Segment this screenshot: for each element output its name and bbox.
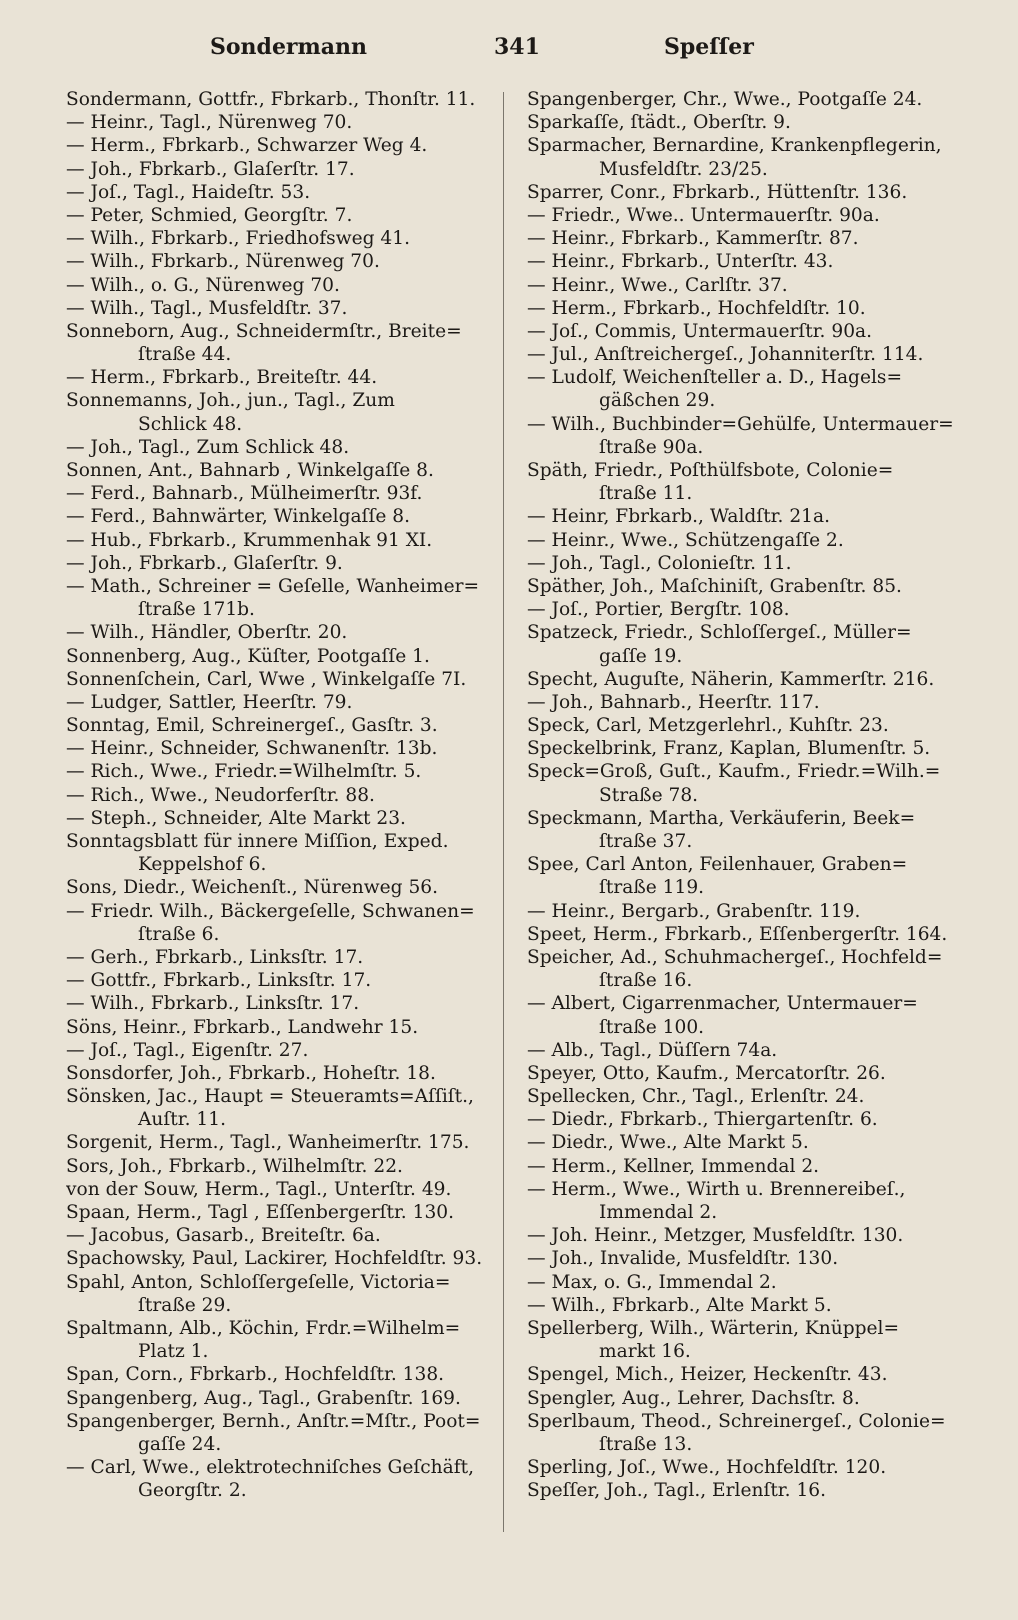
directory-entry: Speck, Carl, Metzgerlehrl., Kuhſtr. 23. (527, 715, 889, 737)
directory-entry: — Heinr., Wwe., Carlſtr. 37. (527, 274, 788, 296)
entry-continuation: ſtraße 119. (599, 877, 705, 899)
directory-entry: — Wilh., Fbrkarb., Nürenweg 70. (66, 251, 380, 273)
directory-entry: Speyer, Otto, Kaufm., Mercatorſtr. 26. (527, 1062, 886, 1084)
directory-entry: — Jul., Anſtreichergeſ., Johanniterſtr. 114. (527, 344, 924, 366)
entry-continuation: gäßchen 29. (599, 390, 716, 412)
directory-entry: — Wilh., o. G., Nürenweg 70. (66, 274, 340, 296)
directory-entry: Spangenberg, Aug., Tagl., Grabenſtr. 169. (66, 1387, 461, 1409)
directory-entry: — Wilh., Fbrkarb., Linksſtr. 17. (66, 993, 360, 1015)
directory-entry: — Ferd., Bahnarb., Mülheimerſtr. 93f. (66, 483, 423, 505)
header-left-catchword: Sondermann (210, 34, 368, 60)
directory-entry: — Ludger, Sattler, Heerſtr. 79. (66, 691, 353, 713)
directory-entry: — Alb., Tagl., Düſſern 74a. (527, 1039, 778, 1061)
entry-continuation: gaſſe 24. (138, 1433, 222, 1455)
directory-entry: Sorgenit, Herm., Tagl., Wanheimerſtr. 175. (66, 1132, 470, 1154)
page-header (0, 34, 1018, 74)
directory-entry: Spee, Carl Anton, Feilenhauer, Graben= (527, 854, 908, 876)
directory-entry: — Joh., Invalide, Musfeldſtr. 130. (527, 1248, 839, 1270)
directory-entry: — Wilh., Fbrkarb., Alte Markt 5. (527, 1294, 832, 1316)
directory-entry: Söns, Heinr., Fbrkarb., Landwehr 15. (66, 1016, 419, 1038)
directory-entry: Spaan, Herm., Tagl , Eſſenbergerſtr. 130. (66, 1202, 455, 1223)
directory-entry: Sonsdorfer, Joh., Fbrkarb., Hoheſtr. 18. (66, 1062, 436, 1084)
entry-continuation: Immendal 2. (599, 1202, 718, 1223)
directory-entry: Speet, Herm., Fbrkarb., Eſſenbergerſtr. 164. (527, 923, 948, 945)
entry-continuation: ſtraße 100. (599, 1016, 705, 1038)
entry-continuation: ſtraße 90a. (599, 436, 704, 458)
directory-entry: Spengler, Aug., Lehrer, Dachsſtr. 8. (527, 1387, 860, 1409)
entry-continuation: markt 16. (599, 1341, 691, 1363)
directory-entry: Späther, Joh., Maſchiniſt, Grabenſtr. 85. (527, 575, 902, 597)
directory-entry: Späth, Friedr., Poſthülfsbote, Colonie= (527, 460, 894, 481)
directory-entry: — Heinr., Fbrkarb., Kammerſtr. 87. (527, 228, 859, 250)
directory-entry: — Ferd., Bahnwärter, Winkelgaſſe 8. (66, 506, 410, 528)
directory-entry: Speicher, Ad., Schuhmachergeſ., Hochfeld= (527, 946, 943, 968)
directory-entry: — Max, o. G., Immendal 2. (527, 1271, 777, 1293)
directory-entry: Sonnenſchein, Carl, Wwe , Winkelgaſſe 7I. (66, 668, 467, 690)
directory-entry: Sperling, Joſ., Wwe., Hochfeldſtr. 120. (527, 1457, 887, 1479)
directory-entry: Spahl, Anton, Schloſſergeſelle, Victoria= (66, 1271, 451, 1293)
directory-entry: Sors, Joh., Fbrkarb., Wilhelmſtr. 22. (66, 1155, 403, 1177)
directory-entry: — Herm., Fbrkarb., Breiteſtr. 44. (66, 367, 378, 389)
directory-entry: Sonntag, Emil, Schreinergeſ., Gasſtr. 3. (66, 715, 438, 737)
entry-continuation: ſtraße 44. (138, 344, 232, 366)
directory-entry: Spaltmann, Alb., Köchin, Frdr.=Wilhelm= (66, 1317, 461, 1339)
entry-continuation: ſtraße 11. (599, 483, 693, 505)
header-right-catchword: Speſſer (664, 34, 754, 60)
entry-continuation: Auſtr. 11. (138, 1109, 226, 1131)
directory-entry: Sonnen, Ant., Bahnarb , Winkelgaſſe 8. (66, 460, 434, 481)
directory-entry: — Diedr., Fbrkarb., Thiergartenſtr. 6. (527, 1109, 878, 1131)
entry-continuation: Schlick 48. (138, 413, 243, 435)
directory-entry: — Wilh., Buchbinder=Gehülfe, Untermauer= (527, 413, 954, 435)
directory-entry: — Herm., Wwe., Wirth u. Brennereibeſ., (527, 1178, 906, 1200)
directory-entry: — Ludolf, Weichenſteller a. D., Hagels= (527, 367, 903, 389)
directory-entry: — Joſ., Portier, Bergſtr. 108. (527, 599, 790, 621)
directory-entry: — Heinr., Bergarb., Grabenſtr. 119. (527, 900, 861, 922)
directory-entry: — Joh. Heinr., Metzger, Musfeldſtr. 130. (527, 1225, 904, 1247)
directory-entry: — Wilh., Tagl., Musfeldſtr. 37. (66, 297, 348, 319)
directory-entry: Sparkaſſe, ſtädt., Oberſtr. 9. (527, 112, 791, 134)
directory-entry: Spellecken, Chr., Tagl., Erlenſtr. 24. (527, 1086, 865, 1108)
directory-entry: — Joſ., Commis, Untermauerſtr. 90a. (527, 320, 873, 342)
directory-entry: Sons, Diedr., Weichenſt., Nürenweg 56. (66, 877, 439, 899)
entry-continuation: ſtraße 6. (138, 923, 220, 945)
directory-entry: — Gerh., Fbrkarb., Linksſtr. 17. (66, 946, 364, 968)
directory-entry: — Hub., Fbrkarb., Krummenhak 91 XI. (66, 529, 433, 551)
directory-entry: — Heinr., Wwe., Schützengaſſe 2. (527, 529, 844, 551)
directory-entry: Sonnenberg, Aug., Küſter, Pootgaſſe 1. (66, 645, 430, 667)
directory-entry: — Steph., Schneider, Alte Markt 23. (66, 807, 406, 829)
directory-entry: — Joh., Tagl., Zum Schlick 48. (66, 436, 350, 458)
directory-entry: — Wilh., Fbrkarb., Friedhofsweg 41. (66, 228, 410, 250)
directory-entry: Sondermann, Gottfr., Fbrkarb., Thonſtr. 11. (66, 89, 476, 110)
entry-continuation: Straße 78. (599, 784, 699, 806)
directory-entry: — Math., Schreiner = Geſelle, Wanheimer= (66, 575, 480, 597)
directory-entry: Sonneborn, Aug., Schneidermſtr., Breite= (66, 320, 462, 342)
directory-entry: Specht, Auguſte, Näherin, Kammerſtr. 216. (527, 668, 935, 690)
directory-entry: — Diedr., Wwe., Alte Markt 5. (527, 1132, 809, 1154)
directory-entry: — Joh., Tagl., Colonieſtr. 11. (527, 552, 792, 574)
directory-entry: Sönsken, Jac., Haupt = Steueramts=Aſſiſt., (66, 1086, 474, 1108)
directory-entry: — Heinr., Schneider, Schwanenſtr. 13b. (66, 738, 438, 760)
page-number: 341 (494, 34, 540, 60)
directory-entry: — Jacobus, Gasarb., Breiteſtr. 6a. (66, 1225, 381, 1247)
directory-entry: — Joh., Fbrkarb., Glaſerſtr. 9. (66, 552, 343, 574)
directory-entry: — Friedr., Wwe.. Untermauerſtr. 90a. (527, 204, 880, 226)
directory-entry: — Gottfr., Fbrkarb., Linksſtr. 17. (66, 970, 372, 992)
entry-continuation: ſtraße 16. (599, 970, 693, 992)
entry-continuation: ſtraße 171b. (138, 599, 255, 621)
directory-entry: Sonntagsblatt für innere Miſſion, Exped. (66, 831, 449, 852)
entry-continuation: Musfeldſtr. 23/25. (599, 158, 768, 180)
directory-entry: — Joſ., Tagl., Haideſtr. 53. (66, 181, 311, 203)
directory-entry: — Herm., Fbrkarb., Schwarzer Weg 4. (66, 135, 428, 157)
entry-continuation: ſtraße 13. (599, 1433, 693, 1455)
directory-entry: Sonnemanns, Joh., jun., Tagl., Zum (66, 390, 395, 412)
directory-entry: — Albert, Cigarrenmacher, Untermauer= (527, 993, 918, 1015)
directory-entry: — Joh., Bahnarb., Heerſtr. 117. (527, 691, 820, 713)
entry-continuation: gaſſe 19. (599, 645, 683, 667)
directory-entry: — Heinr., Fbrkarb., Unterſtr. 43. (527, 251, 834, 273)
directory-entry: Span, Corn., Fbrkarb., Hochfeldſtr. 138. (66, 1364, 445, 1386)
directory-entry: — Joh., Fbrkarb., Glaſerſtr. 17. (66, 158, 355, 180)
directory-entry: von der Souw, Herm., Tagl., Unterſtr. 49. (66, 1178, 452, 1200)
entry-continuation: Platz 1. (138, 1341, 209, 1363)
directory-entry: Spatzeck, Friedr., Schloſſergeſ., Müller= (527, 622, 912, 644)
directory-entry: Spachowsky, Paul, Lackirer, Hochfeldſtr. 93. (66, 1248, 483, 1270)
directory-entry: — Herm., Fbrkarb., Hochfeldſtr. 10. (527, 297, 866, 319)
directory-entry: — Peter, Schmied, Georgſtr. 7. (66, 204, 353, 226)
directory-entry: Spellerberg, Wilh., Wärterin, Knüppel= (527, 1317, 900, 1339)
directory-entry: Speckelbrink, Franz, Kaplan, Blumenſtr. 5. (527, 738, 931, 760)
directory-entry: Sparrer, Conr., Fbrkarb., Hüttenſtr. 136. (527, 181, 908, 203)
directory-entry: Speſſer, Joh., Tagl., Erlenſtr. 16. (527, 1480, 827, 1502)
directory-entry: Sperlbaum, Theod., Schreinergeſ., Colonie= (527, 1410, 946, 1432)
directory-entry: Sparmacher, Bernardine, Krankenpflegerin, (527, 135, 942, 157)
right-column (527, 88, 962, 1502)
directory-entry: — Herm., Kellner, Immendal 2. (527, 1155, 820, 1177)
directory-entry: Spengel, Mich., Heizer, Heckenſtr. 43. (527, 1364, 888, 1386)
directory-entry: Spangenberger, Chr., Wwe., Pootgaſſe 24. (527, 89, 923, 110)
directory-entry: — Heinr, Fbrkarb., Waldſtr. 21a. (527, 506, 830, 528)
entry-continuation: Georgſtr. 2. (138, 1480, 247, 1502)
directory-entry: — Wilh., Händler, Oberſtr. 20. (66, 622, 348, 644)
directory-entry: — Joſ., Tagl., Eigenſtr. 27. (66, 1039, 309, 1061)
directory-entry: — Rich., Wwe., Friedr.=Wilhelmſtr. 5. (66, 761, 422, 783)
directory-entry: Speckmann, Martha, Verkäuferin, Beek= (527, 807, 916, 829)
directory-entry: Speck=Groß, Guſt., Kaufm., Friedr.=Wilh.= (527, 761, 941, 783)
directory-entry: Spangenberger, Bernh., Anſtr.=Mſtr., Poot= (66, 1410, 481, 1432)
entry-continuation: ſtraße 37. (599, 831, 693, 852)
directory-entry: — Rich., Wwe., Neudorferſtr. 88. (66, 784, 375, 806)
left-column (66, 88, 496, 1502)
directory-entry: — Friedr. Wilh., Bäckergeſelle, Schwanen= (66, 900, 475, 922)
directory-entry: — Heinr., Tagl., Nürenweg 70. (66, 112, 353, 134)
directory-entry: — Carl, Wwe., elektrotechniſches Geſchäft, (66, 1457, 475, 1479)
column-divider (503, 92, 504, 1532)
entry-continuation: Keppelshof 6. (138, 854, 267, 876)
entry-continuation: ſtraße 29. (138, 1294, 232, 1316)
